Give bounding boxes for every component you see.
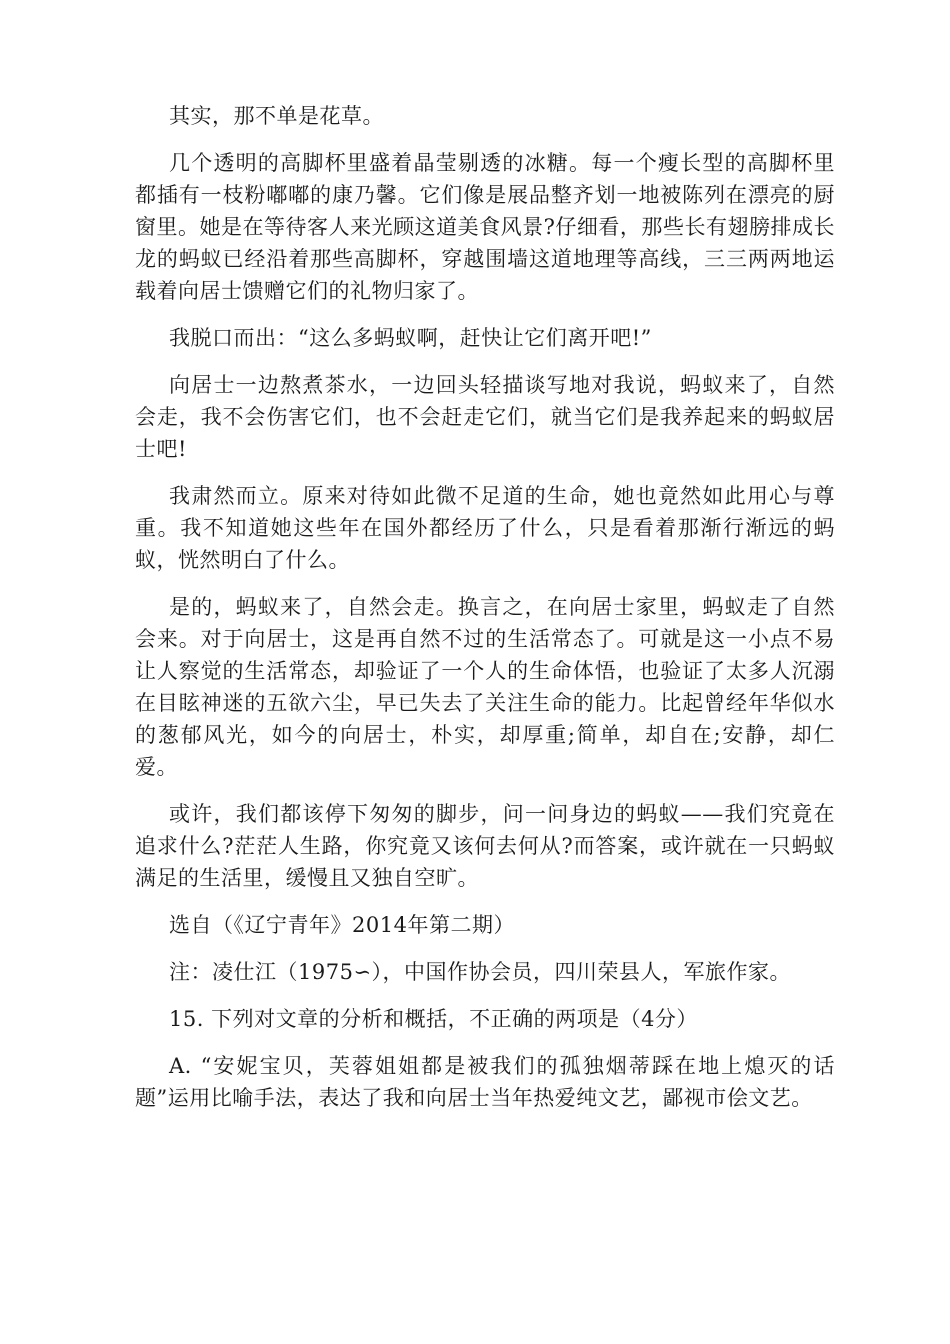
source-citation: 选自（《辽宁青年》2014年第二期） [169, 913, 515, 937]
option-a: A. “安妮宝贝，芙蓉姐姐都是被我们的孤独烟蒂踩在地上熄灭的话题”运用比喻手法，表达了我和向居士当年热爱纯文艺，鄙视市侩文艺。 [135, 1054, 835, 1110]
paragraph-perhaps-we-should-stop: 或许，我们都该停下匆匆的脚步，问一问身边的蚂蚁——我们究竟在追求什么?茫茫人生路，你究竟又该何去何从?而答案，或许就在一只蚂蚁满足的生活里，缓慢且又独自空旷。 [135, 802, 835, 890]
document-body [135, 100, 835, 1129]
paragraph-stood-in-awe: 我肃然而立。原来对待如此微不足道的生命，她也竟然如此用心与尊重。我不知道她这些年在国外都经历了什么，只是看着那渐行渐远的蚂蚁，恍然明白了什么。 [135, 484, 835, 572]
paragraph-not-just-flowers: 其实，那不单是花草。 [169, 104, 384, 128]
question-15: 15. 下列对文章的分析和概括，不正确的两项是（4分） [169, 1007, 698, 1031]
paragraph-ants-come-and-go: 是的，蚂蚁来了，自然会走。换言之，在向居士家里，蚂蚁走了自然会来。对于向居士，这是再自然不过的生活常态了。可就是这一小点不易让人察觉的生活常态，却验证了一个人的生命体悟，也验证了太多人沉溺在目眩神迷的五欲六尘，早已失去了关注生命的能力。比起曾经年华似水的葱郁风光，如今的向居士，朴实，却厚重;简单，却自在;安静，却仁爱。 [135, 595, 835, 779]
paragraph-ant-hermit: 向居士一边熬煮茶水，一边回头轻描谈写地对我说，蚂蚁来了，自然会走，我不会伤害它们，也不会赶走它们，就当它们是我养起来的蚂蚁居士吧! [135, 373, 835, 461]
paragraph-blurted-out: 我脱口而出：“这么多蚂蚁啊，赶快让它们离开吧!” [169, 326, 652, 350]
paragraph-goblets-and-ants: 几个透明的高脚杯里盛着晶莹剔透的冰糖。每一个瘦长型的高脚杯里都插有一枝粉嘟嘟的康乃馨。它们像是展品整齐划一地被陈列在漂亮的厨窗里。她是在等待客人来光顾这道美食风景?仔细看，那些长有翅膀排成长龙的蚂蚁已经沿着那些高脚杯，穿越围墙这道地理等高线，三三两两地运载着向居士馈赠它们的礼物归家了。 [135, 151, 835, 303]
author-note: 注：凌仕江（1975∽），中国作协会员，四川荣县人，军旅作家。 [169, 960, 792, 984]
